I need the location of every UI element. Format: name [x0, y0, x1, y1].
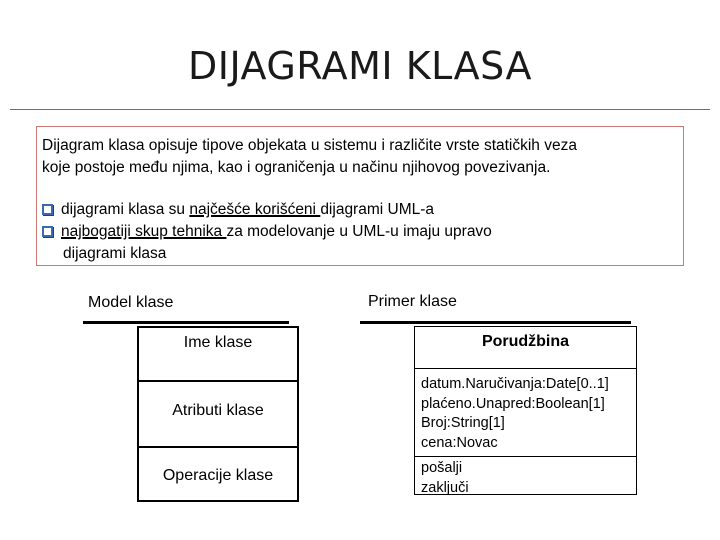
bullet-1-emphasis: najčešće korišćeni	[189, 201, 321, 218]
model-class-name: Ime klase	[183, 334, 253, 351]
page-title: DIJAGRAMI KLASA	[188, 44, 532, 88]
model-underline	[83, 321, 289, 324]
bullet-text-1	[61, 199, 434, 221]
example-underline	[360, 321, 631, 324]
bullet-list	[42, 199, 682, 265]
bullet-item-1	[42, 199, 682, 221]
model-class-attributes: Atributi klase	[172, 402, 264, 419]
bullet-1-suffix: dijagrami UML-a	[320, 201, 435, 218]
example-class-attributes	[421, 375, 609, 453]
intro-paragraph	[42, 135, 682, 179]
model-class-operations: Operacije klase	[162, 467, 274, 484]
bullet-item-2	[42, 221, 682, 243]
example-attribute: cena:Novac	[421, 434, 498, 451]
model-class-box	[137, 326, 299, 502]
example-class-name: Porudžbina	[481, 333, 570, 350]
example-attribute: plaćeno.Unapred:Boolean[1]	[421, 395, 605, 412]
example-class-operations	[421, 459, 469, 498]
example-name-divider	[415, 368, 636, 369]
model-name-divider	[139, 380, 297, 382]
example-operation: zaključi	[421, 479, 469, 496]
example-operation: pošalji	[421, 460, 463, 476]
example-attribute: Broj:String[1]	[421, 415, 505, 431]
model-attr-divider	[139, 446, 297, 448]
example-label: Primer klase	[368, 293, 457, 310]
bullet-text-2	[61, 221, 492, 243]
bullet-2-suffix: za modelovanje u UML-u imaju upravo	[226, 223, 492, 240]
intro-line-1: Dijagram klasa opisuje tipove objekata u sistemu i različite vrste statičkih veza	[42, 137, 577, 154]
example-attribute: datum.Naručivanja:Date[0..1]	[421, 376, 609, 392]
square-bullet-icon	[42, 226, 53, 237]
bullet-2-continuation: dijagrami klasa	[63, 245, 167, 262]
square-bullet-icon	[42, 204, 53, 215]
example-class-box	[414, 326, 637, 495]
intro-line-2: koje postoje među njima, kao i ograničenja u načinu njihovog povezivanja.	[42, 159, 551, 176]
bullet-2-emphasis: najbogatiji skup tehnika	[61, 223, 227, 240]
bullet-1-prefix: dijagrami klasa su	[61, 201, 190, 218]
model-label: Model klase	[88, 294, 174, 311]
title-divider	[10, 109, 710, 110]
example-attr-divider	[415, 456, 636, 457]
